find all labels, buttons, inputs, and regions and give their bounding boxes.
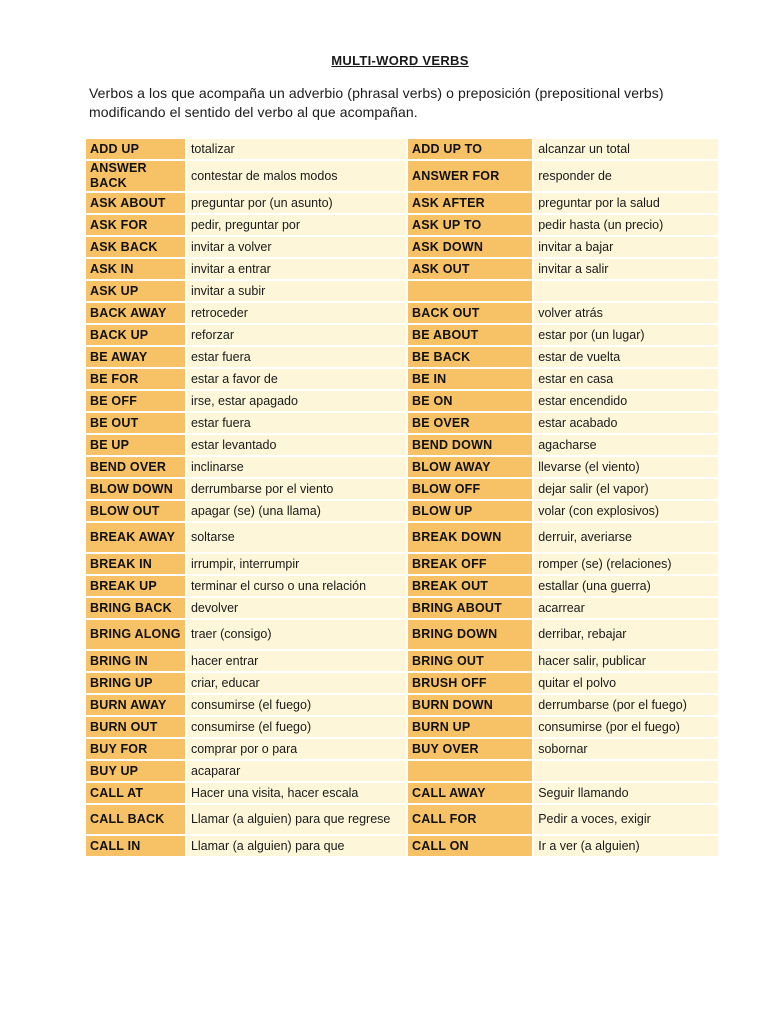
meaning-cell: derrumbarse por el viento bbox=[187, 479, 406, 499]
verb-cell: BE ON bbox=[408, 391, 532, 411]
meaning-cell: consumirse (por el fuego) bbox=[534, 717, 718, 737]
meaning-cell: acarrear bbox=[534, 598, 718, 618]
table-row bbox=[86, 369, 718, 389]
table-row bbox=[86, 501, 718, 521]
verb-cell: ANSWER FOR bbox=[408, 161, 532, 191]
meaning-cell: estallar (una guerra) bbox=[534, 576, 718, 596]
table-row bbox=[86, 479, 718, 499]
meaning-cell: sobornar bbox=[534, 739, 718, 759]
meaning-cell: pedir, preguntar por bbox=[187, 215, 406, 235]
verb-cell: BURN OUT bbox=[86, 717, 185, 737]
verb-cell: BRUSH OFF bbox=[408, 673, 532, 693]
verb-cell: BE OFF bbox=[86, 391, 185, 411]
meaning-cell: agacharse bbox=[534, 435, 718, 455]
intro-paragraph: Verbos a los que acompaña un adverbio (phrasal verbs) o preposición (prepositional verbs) modificando el sentido del verbo al que acompañan. bbox=[89, 85, 664, 120]
verb-cell bbox=[408, 281, 532, 301]
meaning-cell: estar levantado bbox=[187, 435, 406, 455]
verb-cell: BE OUT bbox=[86, 413, 185, 433]
verb-cell: ASK AFTER bbox=[408, 193, 532, 213]
meaning-cell: Pedir a voces, exigir bbox=[534, 805, 718, 834]
verb-table-body bbox=[86, 139, 718, 856]
verb-cell: ASK IN bbox=[86, 259, 185, 279]
table-row bbox=[86, 391, 718, 411]
table-row bbox=[86, 413, 718, 433]
meaning-cell: totalizar bbox=[187, 139, 406, 159]
table-row bbox=[86, 598, 718, 618]
table-row bbox=[86, 695, 718, 715]
meaning-cell: Llamar (a alguien) para que bbox=[187, 836, 406, 856]
meaning-cell: acaparar bbox=[187, 761, 406, 781]
verb-cell: BEND OVER bbox=[86, 457, 185, 477]
table-row bbox=[86, 651, 718, 671]
table-row bbox=[86, 523, 718, 552]
meaning-cell: responder de bbox=[534, 161, 718, 191]
verb-cell: BEND DOWN bbox=[408, 435, 532, 455]
meaning-cell: invitar a bajar bbox=[534, 237, 718, 257]
verb-cell: BRING DOWN bbox=[408, 620, 532, 649]
verb-cell: CALL IN bbox=[86, 836, 185, 856]
verb-cell: ASK FOR bbox=[86, 215, 185, 235]
verb-cell: ASK OUT bbox=[408, 259, 532, 279]
meaning-cell: consumirse (el fuego) bbox=[187, 717, 406, 737]
verb-cell: BREAK OUT bbox=[408, 576, 532, 596]
meaning-cell: comprar por o para bbox=[187, 739, 406, 759]
verb-cell: BE UP bbox=[86, 435, 185, 455]
meaning-cell: estar por (un lugar) bbox=[534, 325, 718, 345]
verb-cell: BRING ABOUT bbox=[408, 598, 532, 618]
verb-cell: CALL ON bbox=[408, 836, 532, 856]
table-row bbox=[86, 161, 718, 191]
meaning-cell: invitar a subir bbox=[187, 281, 406, 301]
verb-cell: ADD UP bbox=[86, 139, 185, 159]
meaning-cell: invitar a salir bbox=[534, 259, 718, 279]
meaning-cell: preguntar por la salud bbox=[534, 193, 718, 213]
meaning-cell: devolver bbox=[187, 598, 406, 618]
meaning-cell: estar de vuelta bbox=[534, 347, 718, 367]
meaning-cell: terminar el curso o una relación bbox=[187, 576, 406, 596]
meaning-cell bbox=[534, 281, 718, 301]
meaning-cell: llevarse (el viento) bbox=[534, 457, 718, 477]
verb-cell: BREAK AWAY bbox=[86, 523, 185, 552]
meaning-cell bbox=[534, 761, 718, 781]
meaning-cell: alcanzar un total bbox=[534, 139, 718, 159]
verb-cell: BRING IN bbox=[86, 651, 185, 671]
meaning-cell: traer (consigo) bbox=[187, 620, 406, 649]
verb-cell: BUY OVER bbox=[408, 739, 532, 759]
verb-cell: BE BACK bbox=[408, 347, 532, 367]
table-row bbox=[86, 259, 718, 279]
meaning-cell: estar encendido bbox=[534, 391, 718, 411]
meaning-cell: estar acabado bbox=[534, 413, 718, 433]
verb-cell: BRING ALONG bbox=[86, 620, 185, 649]
meaning-cell: pedir hasta (un precio) bbox=[534, 215, 718, 235]
page-title: MULTI-WORD VERBS bbox=[331, 53, 469, 68]
verb-cell: BREAK OFF bbox=[408, 554, 532, 574]
meaning-cell: reforzar bbox=[187, 325, 406, 345]
table-row bbox=[86, 193, 718, 213]
verb-cell: BLOW UP bbox=[408, 501, 532, 521]
table-row bbox=[86, 237, 718, 257]
verb-cell: CALL BACK bbox=[86, 805, 185, 834]
verb-cell: ASK UP bbox=[86, 281, 185, 301]
verb-cell: BURN AWAY bbox=[86, 695, 185, 715]
verb-cell: BE OVER bbox=[408, 413, 532, 433]
meaning-cell: Hacer una visita, hacer escala bbox=[187, 783, 406, 803]
meaning-cell: irse, estar apagado bbox=[187, 391, 406, 411]
verb-cell: BLOW AWAY bbox=[408, 457, 532, 477]
table-row bbox=[86, 215, 718, 235]
verb-cell: BRING OUT bbox=[408, 651, 532, 671]
table-row bbox=[86, 620, 718, 649]
meaning-cell: soltarse bbox=[187, 523, 406, 552]
verb-cell: BURN UP bbox=[408, 717, 532, 737]
verb-cell: BE ABOUT bbox=[408, 325, 532, 345]
verb-cell: ASK UP TO bbox=[408, 215, 532, 235]
verb-cell: BREAK IN bbox=[86, 554, 185, 574]
table-row bbox=[86, 783, 718, 803]
table-row bbox=[86, 281, 718, 301]
verb-cell bbox=[408, 761, 532, 781]
table-row bbox=[86, 739, 718, 759]
table-row bbox=[86, 457, 718, 477]
meaning-cell: quitar el polvo bbox=[534, 673, 718, 693]
meaning-cell: derrumbarse (por el fuego) bbox=[534, 695, 718, 715]
table-row bbox=[86, 576, 718, 596]
meaning-cell: dejar salir (el vapor) bbox=[534, 479, 718, 499]
table-row bbox=[86, 836, 718, 856]
table-row bbox=[86, 435, 718, 455]
meaning-cell: apagar (se) (una llama) bbox=[187, 501, 406, 521]
verb-cell: BREAK UP bbox=[86, 576, 185, 596]
verb-cell: BE IN bbox=[408, 369, 532, 389]
table-row bbox=[86, 325, 718, 345]
verb-cell: BUY FOR bbox=[86, 739, 185, 759]
verb-cell: ASK BACK bbox=[86, 237, 185, 257]
verb-cell: BLOW OFF bbox=[408, 479, 532, 499]
meaning-cell: romper (se) (relaciones) bbox=[534, 554, 718, 574]
verb-cell: ASK ABOUT bbox=[86, 193, 185, 213]
meaning-cell: derruir, averiarse bbox=[534, 523, 718, 552]
meaning-cell: consumirse (el fuego) bbox=[187, 695, 406, 715]
table-row bbox=[86, 805, 718, 834]
verb-cell: BE AWAY bbox=[86, 347, 185, 367]
meaning-cell: irrumpir, interrumpir bbox=[187, 554, 406, 574]
meaning-cell: retroceder bbox=[187, 303, 406, 323]
verb-cell: BLOW DOWN bbox=[86, 479, 185, 499]
meaning-cell: volar (con explosivos) bbox=[534, 501, 718, 521]
table-row bbox=[86, 717, 718, 737]
verb-table bbox=[84, 137, 720, 858]
meaning-cell: Seguir llamando bbox=[534, 783, 718, 803]
meaning-cell: contestar de malos modos bbox=[187, 161, 406, 191]
meaning-cell: estar fuera bbox=[187, 347, 406, 367]
meaning-cell: criar, educar bbox=[187, 673, 406, 693]
meaning-cell: derribar, rebajar bbox=[534, 620, 718, 649]
verb-cell: ASK DOWN bbox=[408, 237, 532, 257]
table-row bbox=[86, 673, 718, 693]
meaning-cell: invitar a volver bbox=[187, 237, 406, 257]
verb-cell: CALL FOR bbox=[408, 805, 532, 834]
table-row bbox=[86, 761, 718, 781]
table-row bbox=[86, 554, 718, 574]
meaning-cell: estar en casa bbox=[534, 369, 718, 389]
verb-cell: BRING BACK bbox=[86, 598, 185, 618]
table-row bbox=[86, 347, 718, 367]
meaning-cell: inclinarse bbox=[187, 457, 406, 477]
verb-cell: BUY UP bbox=[86, 761, 185, 781]
verb-cell: BACK OUT bbox=[408, 303, 532, 323]
verb-cell: CALL AWAY bbox=[408, 783, 532, 803]
meaning-cell: preguntar por (un asunto) bbox=[187, 193, 406, 213]
verb-cell: BLOW OUT bbox=[86, 501, 185, 521]
verb-cell: ADD UP TO bbox=[408, 139, 532, 159]
verb-cell: BE FOR bbox=[86, 369, 185, 389]
verb-cell: BRING UP bbox=[86, 673, 185, 693]
verb-cell: ANSWER BACK bbox=[86, 161, 185, 191]
meaning-cell: hacer entrar bbox=[187, 651, 406, 671]
table-row bbox=[86, 303, 718, 323]
verb-cell: BREAK DOWN bbox=[408, 523, 532, 552]
verb-cell: CALL AT bbox=[86, 783, 185, 803]
meaning-cell: hacer salir, publicar bbox=[534, 651, 718, 671]
meaning-cell: Llamar (a alguien) para que regrese bbox=[187, 805, 406, 834]
verb-cell: BACK AWAY bbox=[86, 303, 185, 323]
meaning-cell: Ir a ver (a alguien) bbox=[534, 836, 718, 856]
verb-cell: BACK UP bbox=[86, 325, 185, 345]
meaning-cell: estar a favor de bbox=[187, 369, 406, 389]
table-row bbox=[86, 139, 718, 159]
meaning-cell: volver atrás bbox=[534, 303, 718, 323]
verb-cell: BURN DOWN bbox=[408, 695, 532, 715]
meaning-cell: estar fuera bbox=[187, 413, 406, 433]
meaning-cell: invitar a entrar bbox=[187, 259, 406, 279]
